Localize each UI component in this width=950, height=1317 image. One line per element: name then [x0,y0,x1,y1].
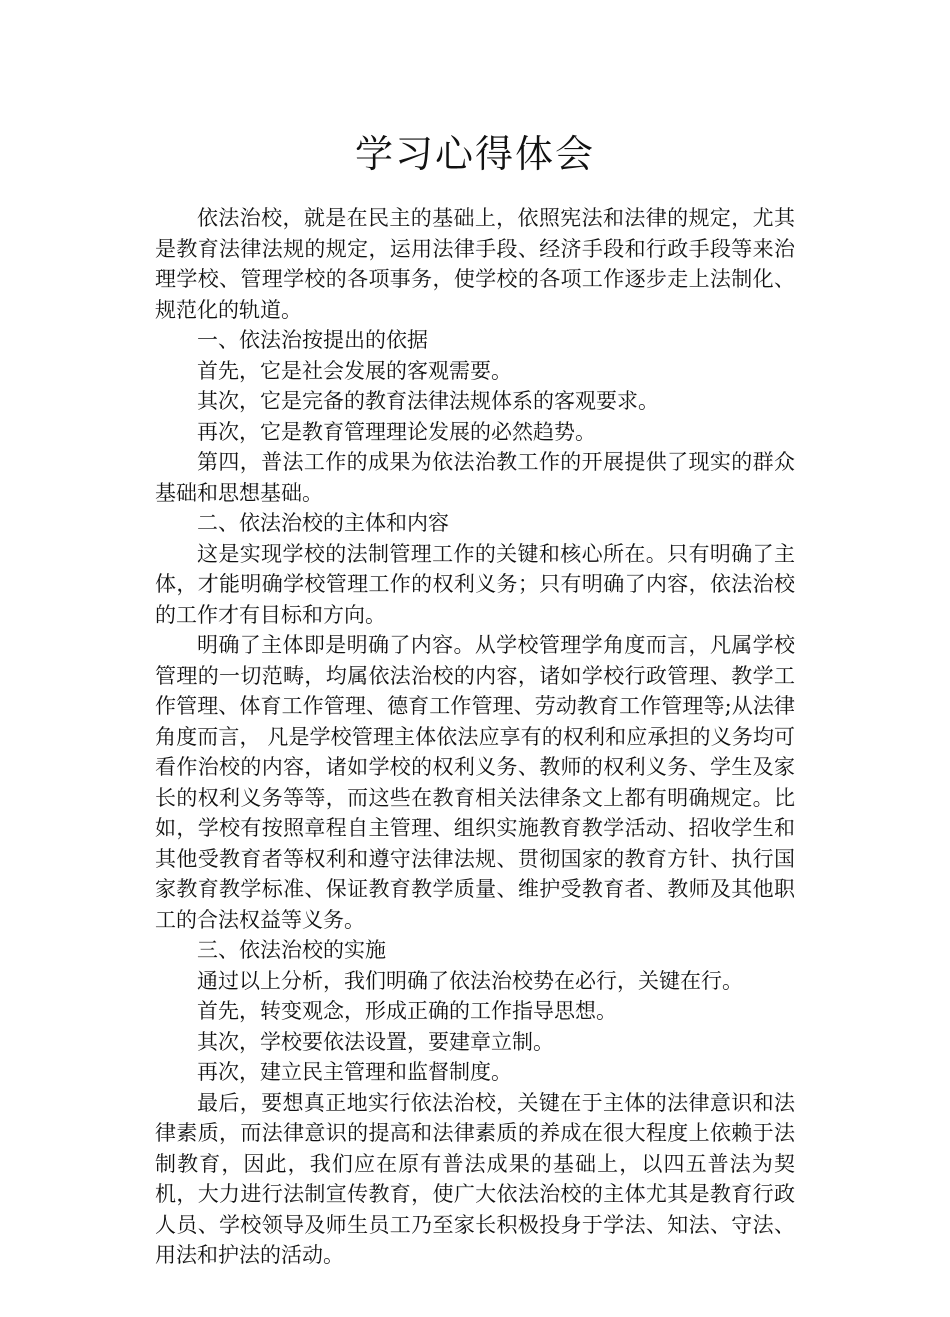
section-heading-2: 二、依法治校的主体和内容 [197,511,449,535]
paragraph: 第四，普法工作的成果为依法治教工作的开展提供了现实的群众基础和思想基础。 [155,450,795,505]
paragraph: 其次，它是完备的教育法律法规体系的客观要求。 [197,389,659,413]
paragraph: 通过以上分析，我们明确了依法治校势在必行，关键在行。 [197,968,743,993]
intro-paragraph: 依法治校，就是在民主的基础上，依照宪法和法律的规定，尤其是教育法律法规的规定，运用法律手段、经济手段和行政手段等来治理学校、管理学校的各项事务，使学校的各项工作逐步走上法制化、规范化的轨道。 [155,206,795,322]
paragraph: 明确了主体即是明确了内容。从学校管理学角度而言，凡属学校管理的一切范畴，均属依法治校的内容，诸如学校行政管理、教学工作管理、体育工作管理、德育工作管理、劳动教育工作管理等;从法律角度而言， 凡是学校管理主体依法应享有的权利和应承担的义务均可看作治校的内容，诸如学校的权利义务、教师的权利义务、学生及家长的权利义务等等，而这些在教育相关法律条文上都有明确规定。比如，学校有按照章程自主管理、组织实施教育教学活动、招收学生和其他受教育者等权利和遵守法律法规、贯彻国家的教育方针、执行国家教育教学标准、保证教育教学质量、维护受教育者、教师及其他职工的合法权益等义务。 [155,633,795,932]
paragraph: 其次，学校要依法设置，要建章立制。 [197,1029,554,1054]
paragraph: 再次，它是教育管理理论发展的必然趋势。 [197,419,596,444]
paragraph: 首先，它是社会发展的客观需要。 [197,358,512,383]
section-heading-1: 一、依法治按提出的依据 [197,328,428,352]
document-body [155,203,795,1271]
section-heading-3: 三、依法治校的实施 [197,938,386,962]
paragraph: 首先，转变观念，形成正确的工作指导思想。 [197,999,617,1023]
paragraph: 再次，建立民主管理和监督制度。 [197,1060,512,1084]
paragraph: 最后，要想真正地实行依法治校，关键在于主体的法律意识和法律素质，而法律意识的提高和法律素质的养成在很大程度上依赖于法制教育，因此，我们应在原有普法成果的基础上，以四五普法为契机，大力进行法制宣传教育，使广大依法治校的主体尤其是教育行政人员、学校领导及师生员工乃至家长积极投身于学法、知法、守法、用法和护法的活动。 [155,1090,795,1267]
paragraph: 这是实现学校的法制管理工作的关键和核心所在。只有明确了主体，才能明确学校管理工作的权利义务；只有明确了内容，依法治校的工作才有目标和方向。 [155,541,795,627]
document-title: 学习心得体会 [354,132,595,176]
